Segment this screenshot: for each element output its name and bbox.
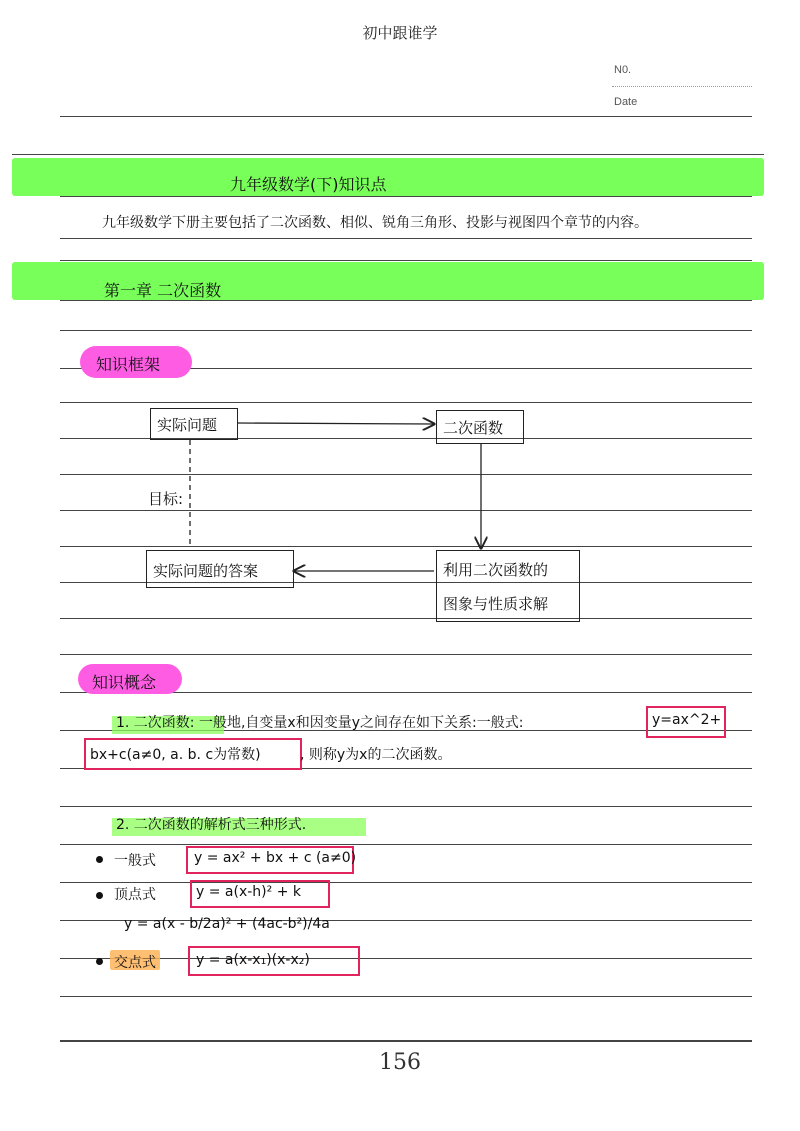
arrow-problem-to-function [237,423,434,424]
bullet-icon [96,958,103,965]
intercept-form-label: 交点式 [114,955,156,971]
concept-item2-text: 2. 二次函数的解析式三种形式. [116,817,307,833]
vertex-form-label: 顶点式 [114,887,156,903]
vertex-form-formula: y = a(x-h)² + k [196,884,301,900]
bullet-icon [96,856,103,863]
chapter-title: 第一章 二次函数 [104,281,222,300]
concept-item1-suffix: , 则称y为x的二次函数。 [300,747,452,763]
box-solve-line1: 利用二次函数的 [443,561,549,579]
page-title: 九年级数学(下)知识点 [230,175,387,194]
no-label: N0. [614,64,632,76]
target-label: 目标: [148,490,184,508]
framework-heading: 知识框架 [96,355,161,374]
box-quadratic-function-label: 二次函数 [443,419,504,437]
concept-item1-text: 1. 二次函数: 一般地,自变量x和因变量y之间存在如下关系:一般式: [116,715,524,731]
vertex-form-expanded: y = a(x - b/2a)² + (4ac-b²)/4a [124,916,330,932]
general-form-formula: y = ax² + bx + c (a≠0) [194,850,357,866]
date-label: Date [614,96,638,108]
box-real-problem-label: 实际问题 [157,416,218,434]
box-solve-line2: 图象与性质求解 [443,595,549,613]
concept-item1-formula-a: y=ax^2+ [652,712,722,728]
intro-text: 九年级数学下册主要包括了二次函数、相似、锐角三角形、投影与视图四个章节的内容。 [102,215,648,231]
bullet-icon [96,892,103,899]
document-header-title: 初中跟谁学 [362,24,438,42]
concept-item1-formula-b: bx+c(a≠0, a. b. c为常数) [90,747,261,763]
box-real-answer-label: 实际问题的答案 [153,562,259,580]
concepts-heading: 知识概念 [92,673,157,692]
general-form-label: 一般式 [114,853,156,869]
intercept-form-formula: y = a(x-x₁)(x-x₂) [196,952,310,968]
page-number: 156 [379,1050,421,1075]
